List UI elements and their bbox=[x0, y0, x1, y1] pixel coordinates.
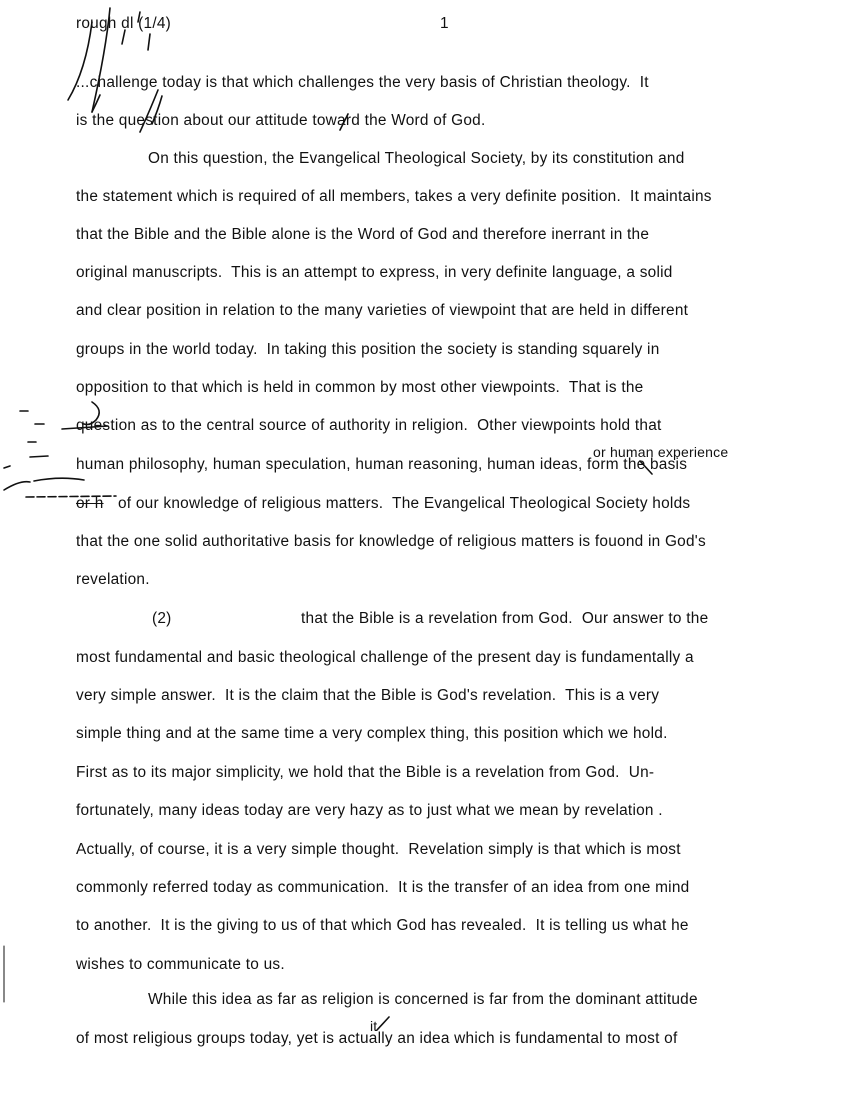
body-line: of most religious groups today, yet is actually an idea which is fundamental to most of bbox=[76, 1030, 678, 1047]
body-line: First as to its major simplicity, we hold that the Bible is a revelation from God. Un- bbox=[76, 764, 655, 781]
body-line: groups in the world today. In taking this position the society is standing squarely in bbox=[76, 341, 660, 358]
body-line: opposition to that which is held in common by most other viewpoints. That is the bbox=[76, 379, 644, 396]
body-line: revelation. bbox=[76, 571, 150, 588]
body-line: wishes to communicate to us. bbox=[76, 956, 285, 973]
body-line: human philosophy, human speculation, human reasoning, human ideas, form the basis bbox=[76, 456, 688, 473]
body-line: that the Bible and the Bible alone is the Word of God and therefore inerrant in the bbox=[76, 226, 650, 243]
body-line: of our knowledge of religious matters. The Evangelical Theological Society holds bbox=[118, 495, 691, 512]
handwritten-insertion: or human experience bbox=[593, 444, 729, 460]
body-line: commonly referred today as communication. It is the transfer of an idea from one mind bbox=[76, 879, 690, 896]
body-line: that the Bible is a revelation from God. Our answer to the bbox=[301, 610, 709, 627]
body-line: very simple answer. It is the claim that the Bible is God's revelation. This is a very bbox=[76, 687, 660, 704]
paragraph-marker: (2) bbox=[152, 610, 172, 627]
body-line: and clear position in relation to the many varieties of viewpoint that are held in different bbox=[76, 302, 689, 319]
body-line: original manuscripts. This is an attempt to express, in very definite language, a solid bbox=[76, 264, 673, 281]
body-line: Actually, of course, it is a very simple thought. Revelation simply is that which is most bbox=[76, 841, 681, 858]
body-line: to another. It is the giving to us of that which God has revealed. It is telling us what he bbox=[76, 917, 689, 934]
body-line: the statement which is required of all members, takes a very definite position. It maintains bbox=[76, 188, 712, 205]
header-label: rough dl (1/4) bbox=[76, 15, 172, 32]
handwritten-insertion: it bbox=[370, 1018, 378, 1034]
body-line: On this question, the Evangelical Theological Society, by its constitution and bbox=[148, 150, 685, 167]
body-line: that the one solid authoritative basis for knowledge of religious matters is fouond in God's bbox=[76, 533, 706, 550]
body-line: is the question about our attitude toward the Word of God. bbox=[76, 112, 486, 129]
body-line: ...challenge today is that which challenges the very basis of Christian theology. It bbox=[76, 74, 649, 91]
body-line: fortunately, many ideas today are very hazy as to just what we mean by revelation . bbox=[76, 802, 663, 819]
body-line: simple thing and at the same time a very complex thing, this position which we hold. bbox=[76, 725, 668, 742]
body-line: While this idea as far as religion is concerned is far from the dominant attitude bbox=[148, 991, 698, 1008]
struck-text: or h bbox=[76, 495, 104, 512]
body-line: question as to the central source of authority in religion. Other viewpoints hold that bbox=[76, 417, 662, 434]
body-line: most fundamental and basic theological challenge of the present day is fundamentally a bbox=[76, 649, 694, 666]
page-number: 1 bbox=[440, 15, 449, 32]
